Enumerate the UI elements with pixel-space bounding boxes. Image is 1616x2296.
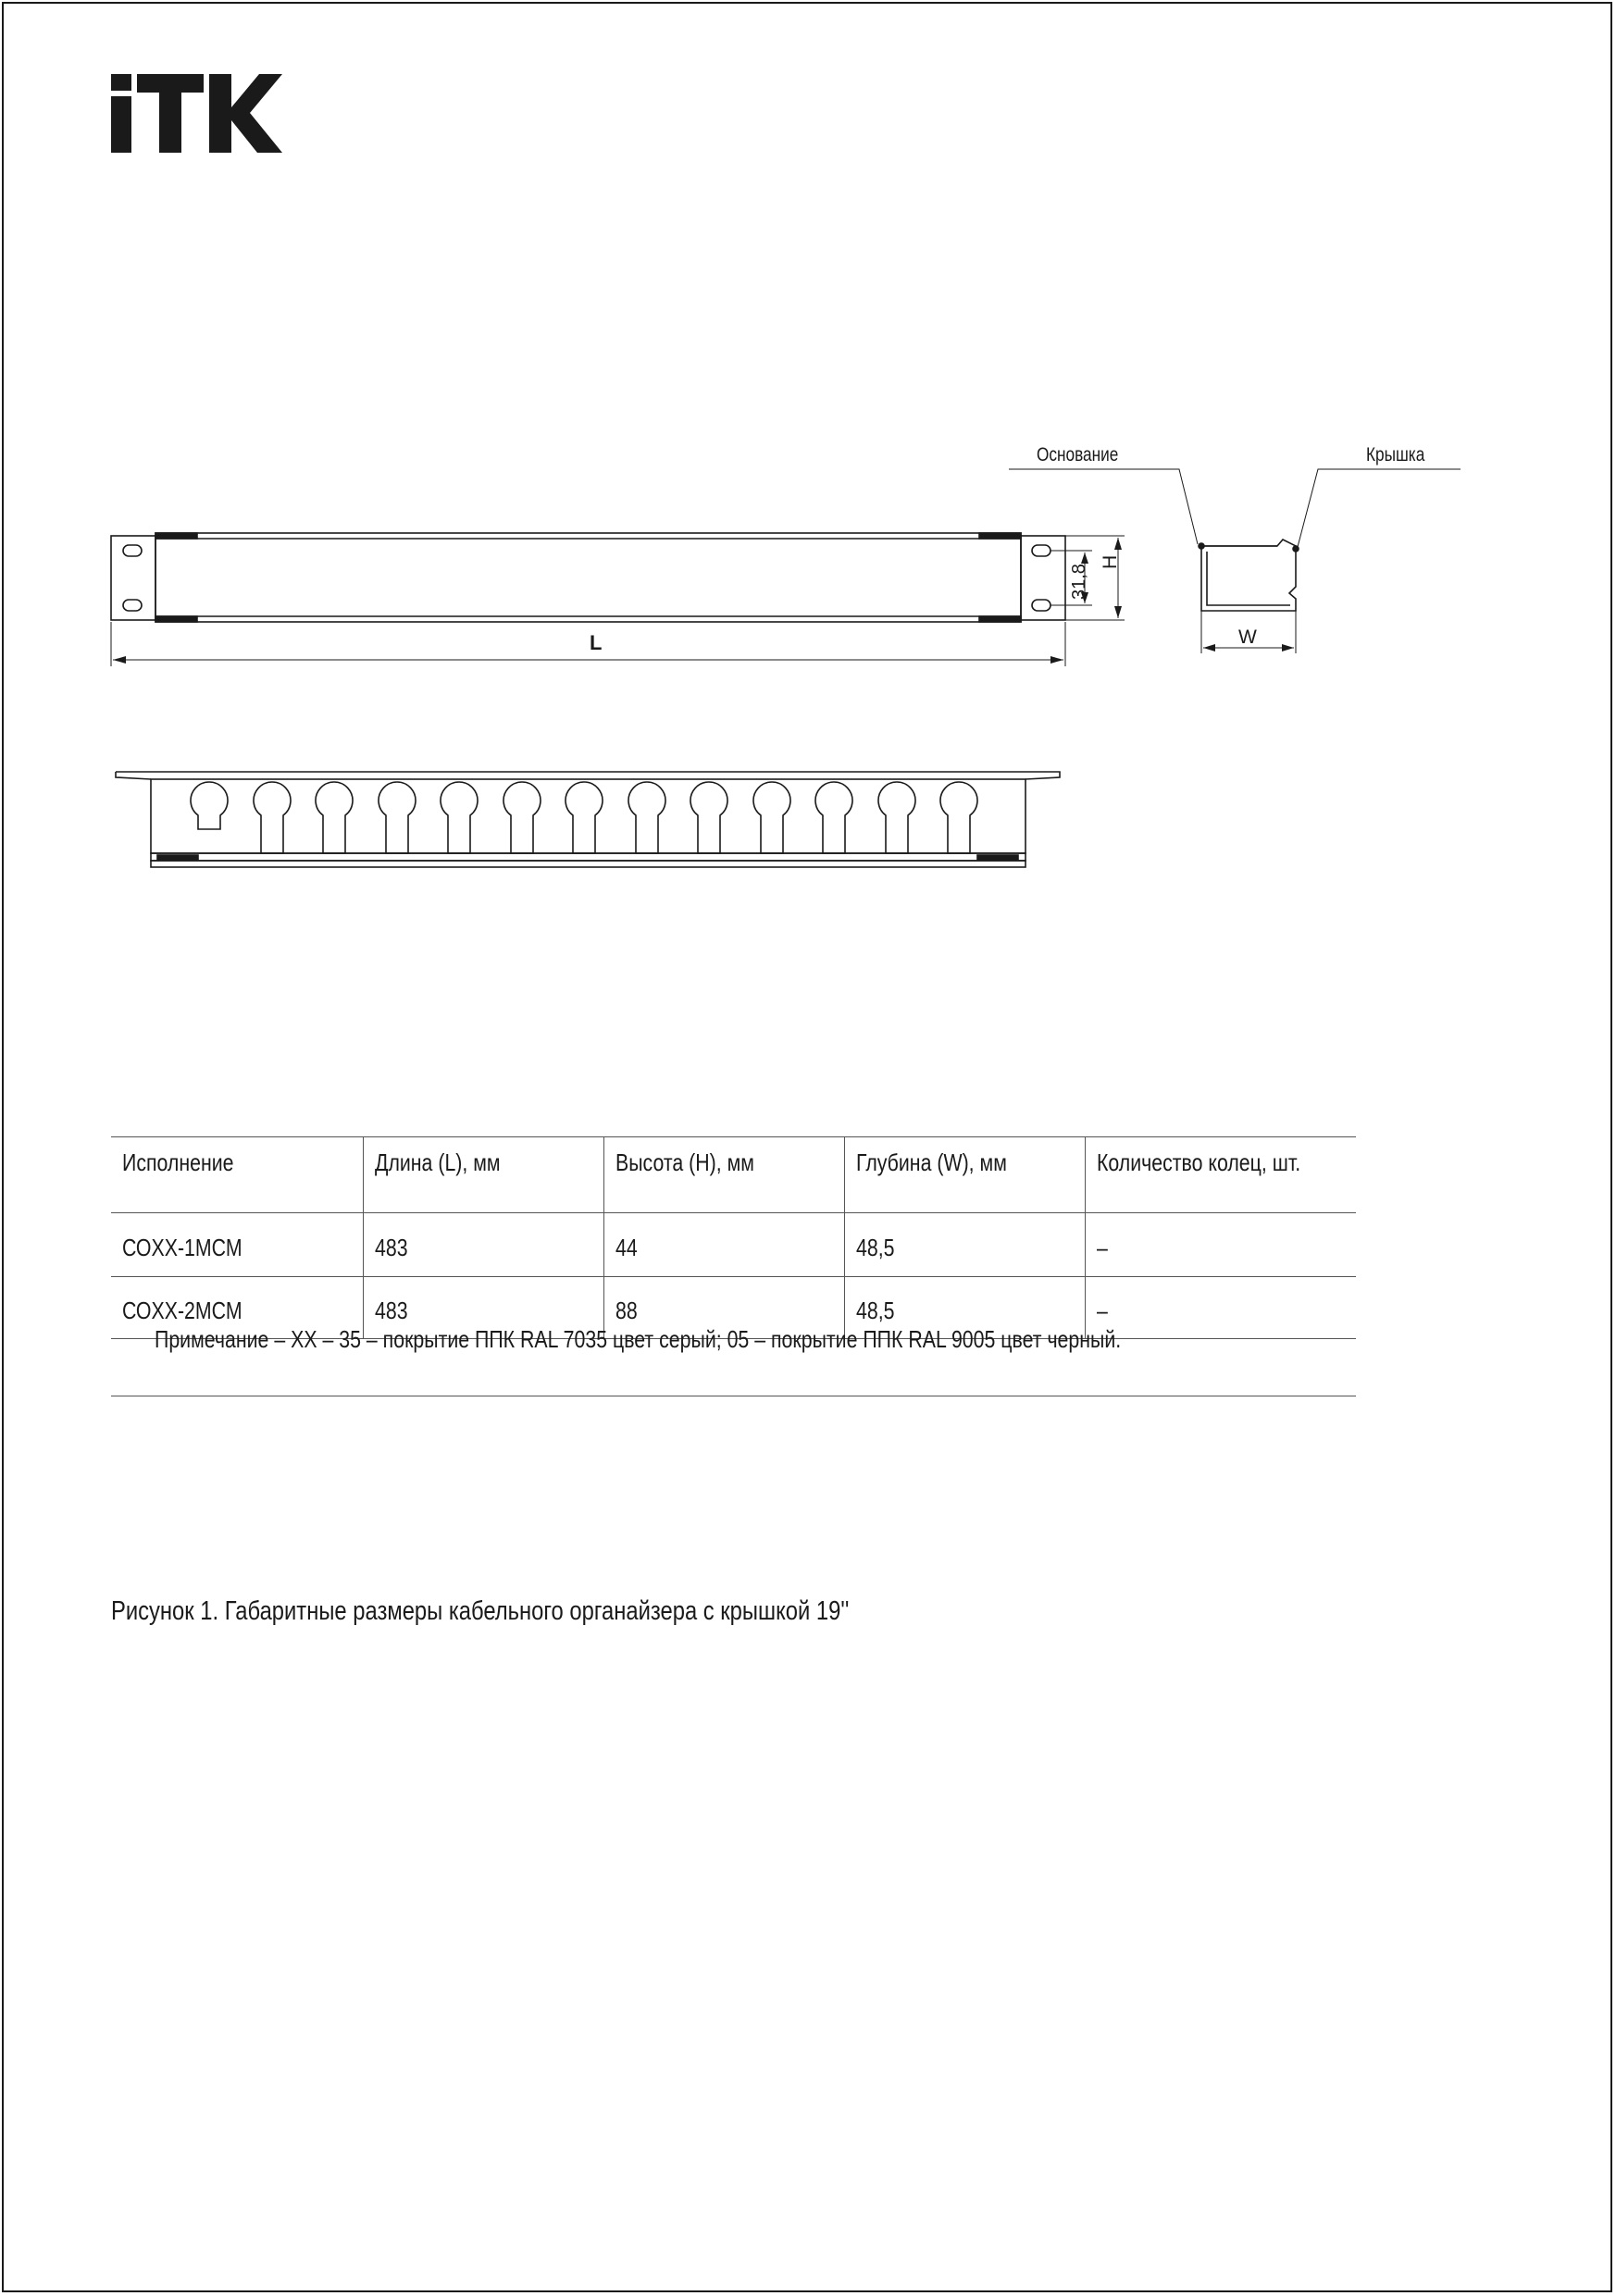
table-cell: –: [1085, 1277, 1356, 1339]
callout-cover-label: Крышка: [1366, 444, 1425, 465]
figure-caption: Рисунок 1. Габаритные размеры кабельного органайзера с крышкой 19'': [111, 1596, 850, 1626]
table-header-cell: Количество колец, шт.: [1085, 1137, 1356, 1213]
side-profile: [1009, 469, 1461, 653]
dimension-H-label: H: [1100, 554, 1121, 569]
table-cell: 483: [363, 1213, 603, 1277]
table-cell: 48,5: [844, 1277, 1085, 1339]
top-view: [116, 772, 1060, 867]
table-cell: 44: [603, 1213, 844, 1277]
table-cell: 48,5: [844, 1213, 1085, 1277]
table-header-cell: Исполнение: [111, 1137, 363, 1213]
table-cell: 88: [603, 1277, 844, 1339]
callout-base-label: Основание: [1037, 444, 1119, 465]
table-header-row: [111, 1137, 1356, 1213]
table-cell: –: [1085, 1213, 1356, 1277]
spec-table: [111, 1136, 1356, 1339]
table-header-cell: Длина (L), мм: [363, 1137, 603, 1213]
table-header-cell: Глубина (W), мм: [844, 1137, 1085, 1213]
table-cell: СОXX-1МСМ: [111, 1213, 363, 1277]
table-header-cell: Высота (H), мм: [603, 1137, 844, 1213]
table-cell: 483: [363, 1277, 603, 1339]
table-cell: СОXX-2МСМ: [111, 1277, 363, 1339]
dimension-L-label: L: [590, 631, 603, 654]
table-note: Примечание – XX – 35 – покрытие ППК RAL 7035 цвет серый; 05 – покрытие ППК RAL 9005 цвет черный.: [155, 1325, 1122, 1353]
table-row: [111, 1213, 1356, 1277]
front-view: [111, 533, 1125, 666]
dimension-318-label: 31,8: [1069, 564, 1089, 600]
dimension-W-label: W: [1238, 627, 1257, 648]
